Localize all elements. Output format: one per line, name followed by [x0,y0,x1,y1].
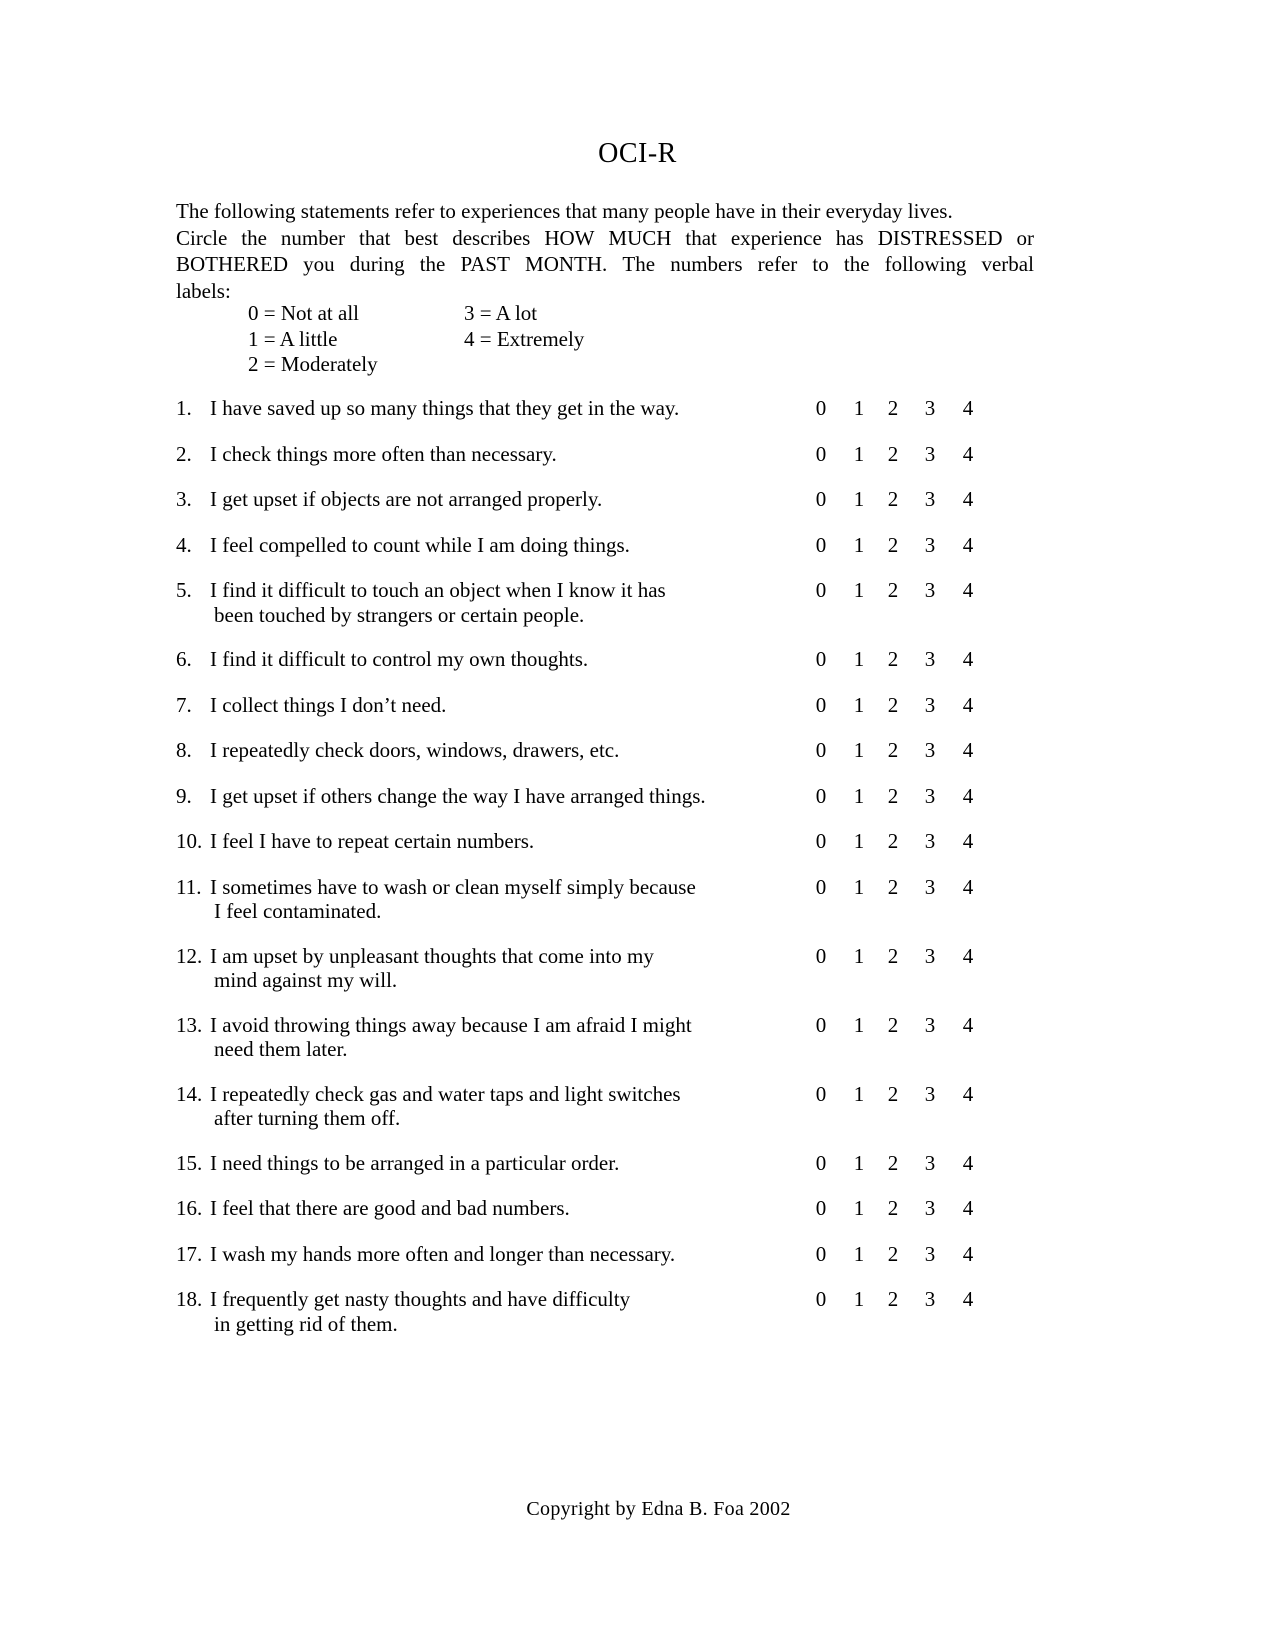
rating-option-4[interactable]: 4 [962,1196,974,1220]
item-number: 17. [176,1241,203,1266]
rating-option-3[interactable]: 3 [924,532,936,557]
legend-label-right: 3 = A lot [464,301,538,325]
rating-option-4[interactable]: 4 [962,1081,974,1106]
legend-row [248,327,584,353]
item-statement [210,533,820,558]
rating-option-1[interactable]: 1 [853,647,865,671]
instructions-word: HOW [544,225,595,250]
legend-label-right: 4 = Extremely [464,326,585,351]
item-number: 7. [176,692,192,717]
questionnaire-item [176,784,1036,809]
rating-option-2[interactable]: 2 [887,738,899,762]
instructions-word: number [280,225,346,250]
item-statement-line-1: I find it difficult to control my own thoughts. [210,647,589,671]
rating-option-0[interactable]: 0 [815,1196,827,1220]
item-statement-line-1: I get upset if objects are not arranged properly. [210,487,603,511]
item-statement-line-1: I am upset by unpleasant thoughts that come into my [210,943,654,968]
rating-option-4[interactable]: 4 [962,692,974,717]
rating-option-1[interactable]: 1 [853,1081,865,1106]
rating-option-3[interactable]: 3 [924,783,936,808]
item-statement [210,738,820,763]
instructions-word: best [404,225,439,250]
item-statement-line-1: I feel I have to repeat certain numbers. [210,829,535,853]
rating-option-3[interactable]: 3 [924,829,936,853]
item-number: 4. [176,532,192,557]
rating-option-3[interactable]: 3 [924,692,936,717]
page-title: OCI-R [598,138,677,169]
rating-scale[interactable] [814,875,989,899]
instructions-word: The [622,252,656,276]
rating-scale[interactable] [814,1082,989,1106]
rating-scale[interactable] [814,693,989,717]
item-statement [210,578,820,627]
rating-scale[interactable] [814,647,989,671]
legend-label-left: 0 = Not at all [248,301,359,325]
rating-option-4[interactable]: 4 [962,738,974,762]
rating-option-1[interactable]: 1 [853,943,865,968]
questionnaire-item [176,944,1036,993]
rating-option-4[interactable]: 4 [962,783,974,808]
rating-option-2[interactable]: 2 [887,1081,899,1106]
item-number: 15. [176,1150,203,1175]
rating-option-1[interactable]: 1 [853,487,865,511]
rating-option-3[interactable]: 3 [924,647,936,671]
rating-option-0[interactable]: 0 [815,692,827,717]
rating-option-3[interactable]: 3 [924,1081,936,1106]
rating-option-2[interactable]: 2 [887,1241,899,1266]
rating-option-1[interactable]: 1 [853,1241,865,1266]
rating-option-2[interactable]: 2 [887,783,899,808]
rating-option-3[interactable]: 3 [924,738,936,762]
item-statement-line-2: need them later. [214,1037,348,1061]
rating-option-0[interactable]: 0 [815,943,827,968]
rating-scale[interactable] [814,533,989,557]
rating-option-4[interactable]: 4 [962,829,974,853]
rating-option-0[interactable]: 0 [815,1081,827,1106]
instructions-word: MUCH [608,225,672,250]
rating-option-4[interactable]: 4 [962,943,974,968]
item-statement [210,944,820,993]
rating-option-4[interactable]: 4 [962,578,974,602]
questionnaire-item [176,396,1036,421]
rating-option-4[interactable]: 4 [962,487,974,511]
item-number: 18. [176,1287,203,1311]
rating-option-0[interactable]: 0 [815,578,827,602]
item-statement-line-1: I repeatedly check gas and water taps and light switches [210,1081,681,1106]
instructions-word: to [812,252,829,276]
item-statement [210,1151,820,1176]
rating-option-2[interactable]: 2 [887,1196,899,1220]
instructions-word: during [349,252,405,276]
item-statement-line-1: I need things to be arranged in a particular order. [210,1150,620,1175]
legend-row [248,352,584,378]
item-statement [210,693,820,718]
rating-option-2[interactable]: 2 [887,1150,899,1175]
item-statement-line-1: I feel compelled to count while I am doing things. [210,532,630,557]
rating-option-3[interactable]: 3 [924,874,936,899]
rating-option-0[interactable]: 0 [815,1150,827,1175]
questionnaire-item [176,1242,1036,1267]
questionnaire-item [176,1013,1036,1062]
instructions-word: refer [757,252,798,276]
rating-option-4[interactable]: 4 [962,441,974,466]
instructions-word: the [241,225,267,250]
rating-option-0[interactable]: 0 [815,487,827,511]
rating-scale[interactable] [814,1242,989,1266]
questionnaire-item [176,829,1036,854]
item-statement-line-1: I sometimes have to wash or clean myself simply because [210,874,696,899]
questionnaire-item [176,693,1036,718]
rating-option-1[interactable]: 1 [853,783,865,808]
rating-option-4[interactable]: 4 [962,1150,974,1175]
item-statement [210,396,820,421]
item-statement-line-1: I have saved up so many things that they get in the way. [210,396,680,420]
item-number: 8. [176,738,192,762]
instructions-word: or [1016,225,1034,250]
rating-option-2[interactable]: 2 [887,578,899,602]
item-number: 9. [176,783,192,808]
rating-scale[interactable] [814,578,989,602]
rating-option-4[interactable]: 4 [962,1012,974,1037]
rating-option-4[interactable]: 4 [962,1241,974,1266]
copyright-footer [0,1498,1275,1521]
instructions-word: that [358,225,391,250]
legend-label-left: 2 = Moderately [248,352,378,376]
questionnaire-item [176,533,1036,558]
rating-option-1[interactable]: 1 [853,874,865,899]
rating-option-3[interactable]: 3 [924,578,936,602]
rating-option-1[interactable]: 1 [853,1287,865,1311]
rating-option-0[interactable]: 0 [815,783,827,808]
item-number: 3. [176,487,192,511]
rating-scale[interactable] [814,487,989,511]
item-statement [210,442,820,467]
rating-option-1[interactable]: 1 [853,1150,865,1175]
instructions-word: experience [730,225,822,250]
rating-option-1[interactable]: 1 [853,1012,865,1037]
rating-option-1[interactable]: 1 [853,1196,865,1220]
rating-option-3[interactable]: 3 [924,1150,936,1175]
rating-scale[interactable] [814,1151,989,1175]
rating-option-2[interactable]: 2 [887,874,899,899]
rating-option-0[interactable]: 0 [815,647,827,671]
rating-option-2[interactable]: 2 [887,487,899,511]
item-statement [210,1196,820,1221]
questionnaire-item [176,487,1036,512]
questionnaire-item [176,442,1036,467]
questionnaire-item [176,875,1036,924]
instructions-line-3 [176,251,1034,278]
rating-option-0[interactable]: 0 [815,532,827,557]
rating-scale[interactable] [814,784,989,808]
rating-option-0[interactable]: 0 [815,1012,827,1037]
rating-option-3[interactable]: 3 [924,441,936,466]
item-statement-line-1: I avoid throwing things away because I am afraid I might [210,1012,692,1037]
rating-option-0[interactable]: 0 [815,396,827,420]
rating-option-2[interactable]: 2 [887,692,899,717]
instructions-word: describes [452,225,531,250]
rating-option-1[interactable]: 1 [853,692,865,717]
questionnaire-item [176,1287,1036,1336]
instructions-word: MONTH. [525,252,608,276]
item-statement-line-1: I wash my hands more often and longer than necessary. [210,1241,676,1266]
rating-option-0[interactable]: 0 [815,1241,827,1266]
rating-option-2[interactable]: 2 [887,441,899,466]
item-statement-line-1: I check things more often than necessary. [210,441,557,466]
rating-option-2[interactable]: 2 [887,647,899,671]
item-statement [210,1287,820,1336]
item-statement [210,784,820,809]
rating-option-3[interactable]: 3 [924,1241,936,1266]
item-statement [210,875,820,924]
item-statement-line-1: I collect things I don’t need. [210,692,447,717]
rating-option-1[interactable]: 1 [853,738,865,762]
instructions-line-4: labels: [176,278,231,303]
rating-option-1[interactable]: 1 [853,441,865,466]
rating-option-0[interactable]: 0 [815,738,827,762]
item-statement-line-1: I find it difficult to touch an object when I know it has [210,578,666,602]
rating-scale[interactable] [814,1196,989,1220]
rating-option-2[interactable]: 2 [887,396,899,420]
rating-option-4[interactable]: 4 [962,396,974,420]
instructions-line-2 [176,225,1034,252]
instructions-word: the [843,252,870,276]
rating-scale[interactable] [814,1013,989,1037]
rating-scale[interactable] [814,944,989,968]
rating-option-3[interactable]: 3 [924,487,936,511]
rating-option-1[interactable]: 1 [853,578,865,602]
rating-option-3[interactable]: 3 [924,396,936,420]
rating-option-0[interactable]: 0 [815,1287,827,1311]
copyright-text: Copyright by Edna B. Foa 2002 [526,1498,791,1520]
item-statement-line-2: been touched by strangers or certain people. [214,602,585,627]
item-statement [210,1242,820,1267]
instructions-word: numbers [670,252,743,276]
instructions-word: BOTHERED [176,252,288,276]
rating-option-1[interactable]: 1 [853,396,865,420]
legend-label-left: 1 = A little [248,326,338,351]
rating-option-3[interactable]: 3 [924,943,936,968]
instructions-word: verbal [981,252,1034,276]
questionnaire-item [176,1082,1036,1131]
rating-option-0[interactable]: 0 [815,829,827,853]
item-statement-line-1: I repeatedly check doors, windows, drawers, etc. [210,738,620,762]
instructions-word: the [419,252,446,276]
questionnaire-item [176,738,1036,763]
item-number: 6. [176,647,192,671]
questionnaire-item [176,1151,1036,1176]
rating-option-2[interactable]: 2 [887,1287,899,1311]
rating-option-4[interactable]: 4 [962,532,974,557]
rating-option-3[interactable]: 3 [924,1287,936,1311]
instructions-line-1: The following statements refer to experiences that many people have in their everyday lives. [176,199,953,223]
item-statement [210,1082,820,1131]
rating-option-3[interactable]: 3 [924,1196,936,1220]
item-number: 14. [176,1081,203,1106]
item-number: 12. [176,943,203,968]
rating-option-1[interactable]: 1 [853,829,865,853]
rating-option-2[interactable]: 2 [887,943,899,968]
questionnaire-item [176,647,1036,672]
rating-scale[interactable] [814,442,989,466]
instructions-word: has [835,225,864,250]
instructions-word: you [303,252,335,276]
rating-option-4[interactable]: 4 [962,647,974,671]
rating-scale[interactable] [814,396,989,420]
item-statement-line-2: in getting rid of them. [214,1311,398,1336]
rating-scale[interactable] [814,1287,989,1311]
item-statement-line-1: I frequently get nasty thoughts and have difficulty [210,1287,631,1311]
item-statement-line-1: I get upset if others change the way I have arranged things. [210,783,706,808]
item-statement [210,647,820,672]
rating-scale[interactable] [814,738,989,762]
item-statement [210,829,820,854]
item-number: 1. [176,396,192,420]
legend-row [248,301,584,327]
rating-option-2[interactable]: 2 [887,829,899,853]
item-number: 11. [176,874,202,899]
item-statement [210,1013,820,1062]
instructions-paragraph [176,198,1034,304]
item-number: 2. [176,441,192,466]
questionnaire-item [176,1196,1036,1221]
rating-option-3[interactable]: 3 [924,1012,936,1037]
item-statement-line-2: I feel contaminated. [214,899,382,923]
instructions-word: Circle [176,225,228,250]
rating-option-2[interactable]: 2 [887,1012,899,1037]
rating-option-4[interactable]: 4 [962,874,974,899]
item-statement-line-2: after turning them off. [214,1106,401,1130]
item-number: 13. [176,1012,203,1037]
instructions-word: DISTRESSED [877,225,1003,250]
rating-option-0[interactable]: 0 [815,441,827,466]
item-statement-line-1: I feel that there are good and bad numbers. [210,1196,570,1220]
rating-scale[interactable] [814,829,989,853]
item-number: 5. [176,578,192,602]
questionnaire-item [176,578,1036,627]
instructions-word: PAST [460,252,510,276]
verbal-labels-legend [248,301,584,378]
item-statement [210,487,820,512]
item-statement-line-2: mind against my will. [214,968,398,992]
rating-option-2[interactable]: 2 [887,532,899,557]
rating-option-1[interactable]: 1 [853,532,865,557]
item-number: 10. [176,829,203,853]
rating-option-0[interactable]: 0 [815,874,827,899]
instructions-word: following [884,252,967,276]
item-number: 16. [176,1196,203,1220]
instructions-word: that [685,225,717,250]
rating-option-4[interactable]: 4 [962,1287,974,1311]
